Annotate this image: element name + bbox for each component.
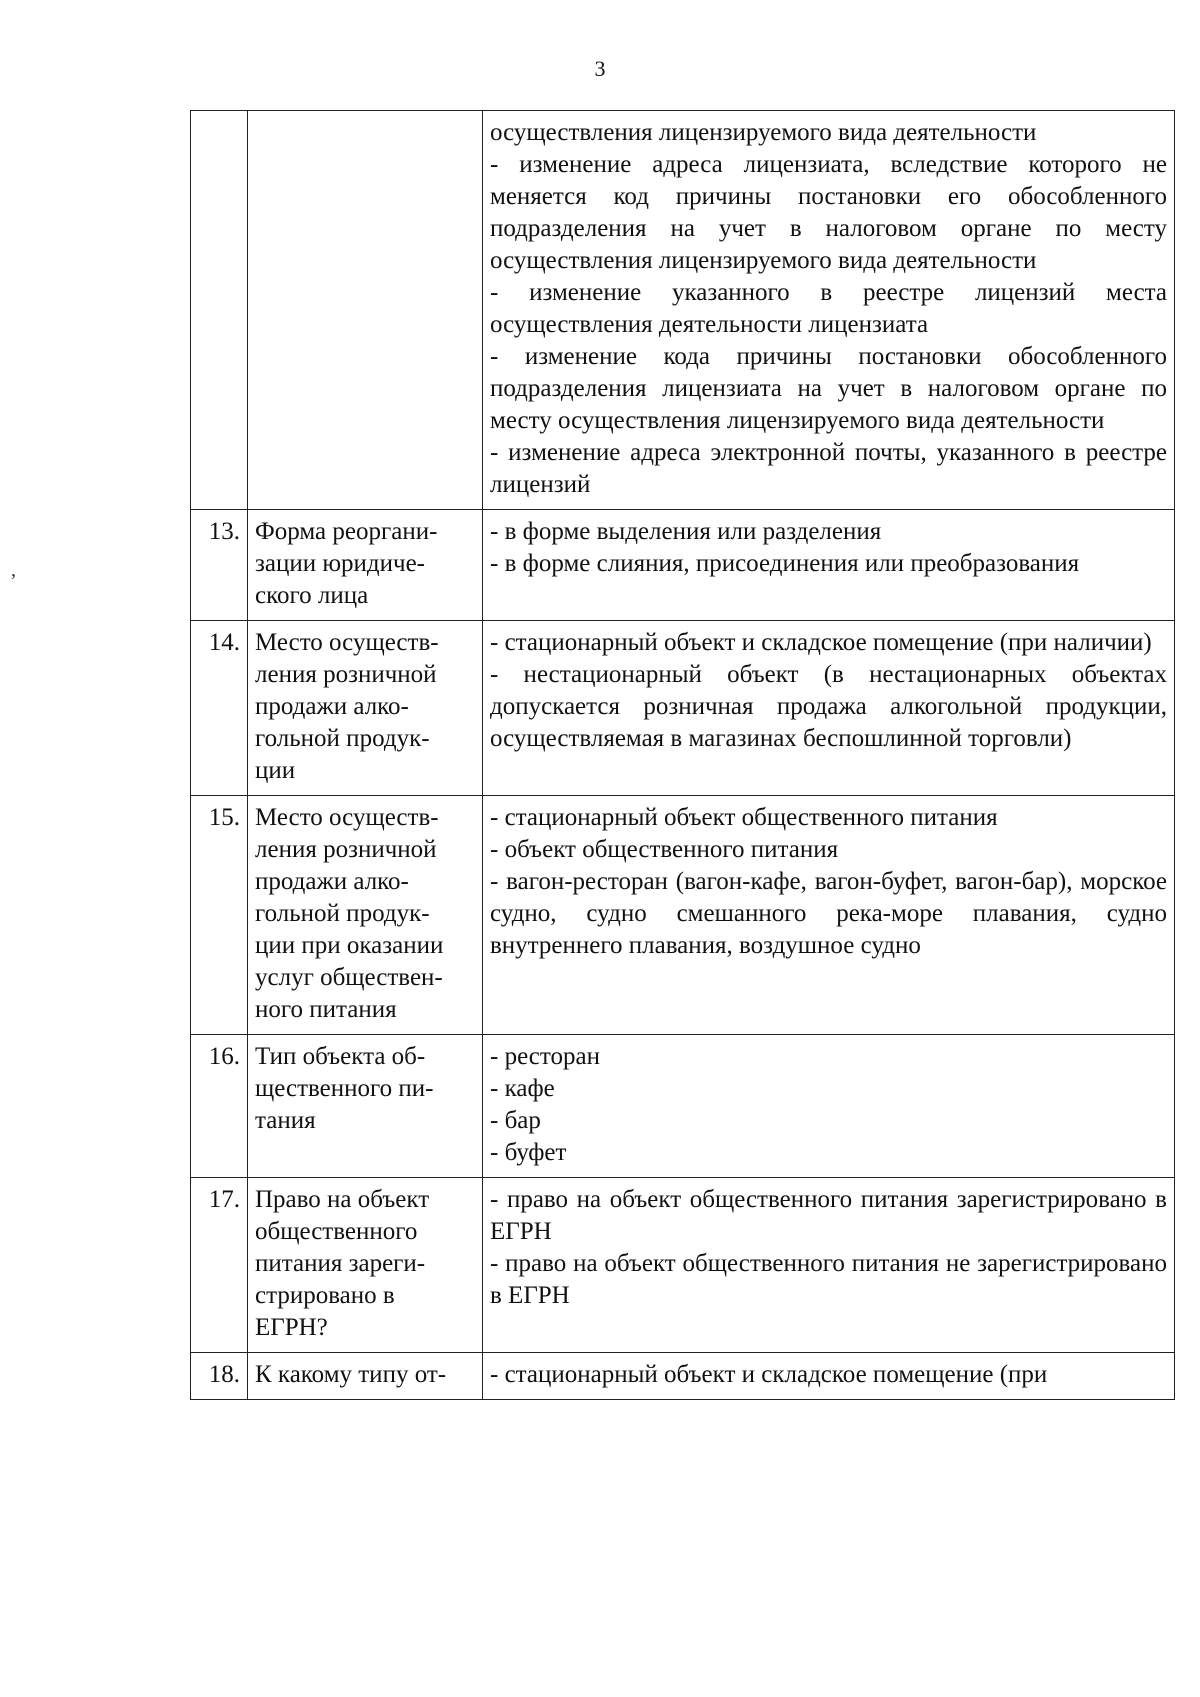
- value-line: - нестационарный объект (в нестационарных объектах допускается розничная продажа алкогольной продукции, осуществляемая в магазинах беспошлинной торговли): [490, 661, 1167, 752]
- row-number: 17.: [191, 1178, 248, 1353]
- table-row: [191, 111, 1175, 510]
- value-line: осуществления лицензируемого вида деятельности: [490, 119, 1037, 146]
- label-line: общественного: [255, 1218, 418, 1245]
- label-line: ции при оказании: [255, 932, 444, 959]
- value-line: - изменение кода причины постановки обособленного подразделения лицензиата на учет в налоговом органе по месту осуществления лицензируемого вида деятельности: [490, 343, 1167, 434]
- row-number: 15.: [191, 796, 248, 1035]
- value-line: - вагон-ресторан (вагон-кафе, вагон-буфет, вагон-бар), морское судно, судно смешанного река-море плавания, судно внутреннего плавания, воздушное судно: [490, 868, 1167, 959]
- table-row: [191, 796, 1175, 1035]
- label-line: гольной продук-: [255, 900, 430, 927]
- value-line: - право на объект общественного питания не зарегистрировано в ЕГРН: [490, 1250, 1167, 1309]
- value-line: - изменение адреса лицензиата, вследствие которого не меняется код причины постановки его обособленного подразделения на учет в налоговом органе по месту осуществления лицензируемого вида деятельности: [490, 151, 1167, 274]
- row-label: [248, 796, 483, 1035]
- value-line: - право на объект общественного питания зарегистрировано в ЕГРН: [490, 1186, 1167, 1245]
- label-line: услуг обществен-: [255, 964, 443, 991]
- row-number: 16.: [191, 1035, 248, 1178]
- label-line: тания: [255, 1107, 316, 1134]
- row-values: [483, 621, 1175, 796]
- value-line: - кафе: [490, 1075, 555, 1102]
- row-number: 18.: [191, 1353, 248, 1400]
- stray-mark: ,: [11, 559, 16, 581]
- table-row: [191, 621, 1175, 796]
- label-line: ции: [255, 757, 296, 784]
- label-line: Тип объекта об-: [255, 1043, 426, 1070]
- label-line: продажи алко-: [255, 693, 409, 720]
- label-line: Право на объект: [255, 1186, 430, 1213]
- label-line: ления розничной: [255, 661, 437, 688]
- value-line: - ресторан: [490, 1043, 600, 1070]
- value-line: - стационарный объект общественного питания: [490, 804, 998, 831]
- label-line: зации юридиче-: [255, 550, 426, 577]
- value-line: - изменение адреса электронной почты, указанного в реестре лицензий: [490, 439, 1167, 498]
- row-number: [191, 111, 248, 510]
- label-line: Место осуществ-: [255, 629, 439, 656]
- label-line: ного питания: [255, 996, 397, 1023]
- value-line: - в форме выделения или разделения: [490, 518, 882, 545]
- table-row: [191, 1353, 1175, 1400]
- row-number: 13.: [191, 510, 248, 621]
- services-table: [190, 110, 1175, 1400]
- table-row: [191, 1035, 1175, 1178]
- row-label: [248, 1353, 483, 1400]
- label-line: Место осуществ-: [255, 804, 439, 831]
- label-line: продажи алко-: [255, 868, 409, 895]
- value-line: - в форме слияния, присоединения или преобразования: [490, 550, 1080, 577]
- label-line: гольной продук-: [255, 725, 430, 752]
- label-line: стрировано в: [255, 1282, 395, 1309]
- table-row: [191, 510, 1175, 621]
- label-line: ского лица: [255, 582, 369, 609]
- label-line: К какому типу от-: [255, 1361, 447, 1388]
- page-number: 3: [594, 56, 606, 81]
- label-line: щественного пи-: [255, 1075, 434, 1102]
- row-values: [483, 510, 1175, 621]
- row-values: [483, 1353, 1175, 1400]
- label-line: питания зареги-: [255, 1250, 426, 1277]
- label-line: ления розничной: [255, 836, 437, 863]
- label-line: Форма реоргани-: [255, 518, 438, 545]
- row-label: [248, 510, 483, 621]
- value-line: - бар: [490, 1107, 541, 1134]
- value-line: - стационарный объект и складское помещение (при: [490, 1361, 1048, 1388]
- row-values: [483, 1178, 1175, 1353]
- row-label: [248, 1035, 483, 1178]
- row-values: [483, 1035, 1175, 1178]
- row-label: [248, 1178, 483, 1353]
- value-line: - изменение указанного в реестре лицензий места осуществления деятельности лицензиата: [490, 279, 1167, 338]
- value-line: - буфет: [490, 1139, 567, 1166]
- table-body: [191, 111, 1175, 1400]
- row-number: 14.: [191, 621, 248, 796]
- value-line: - стационарный объект и складское помещение (при наличии): [490, 629, 1152, 656]
- row-values: [483, 111, 1175, 510]
- label-line: ЕГРН?: [255, 1314, 328, 1341]
- row-label: [248, 621, 483, 796]
- table-row: [191, 1178, 1175, 1353]
- row-values: [483, 796, 1175, 1035]
- row-label: [248, 111, 483, 510]
- value-line: - объект общественного питания: [490, 836, 839, 863]
